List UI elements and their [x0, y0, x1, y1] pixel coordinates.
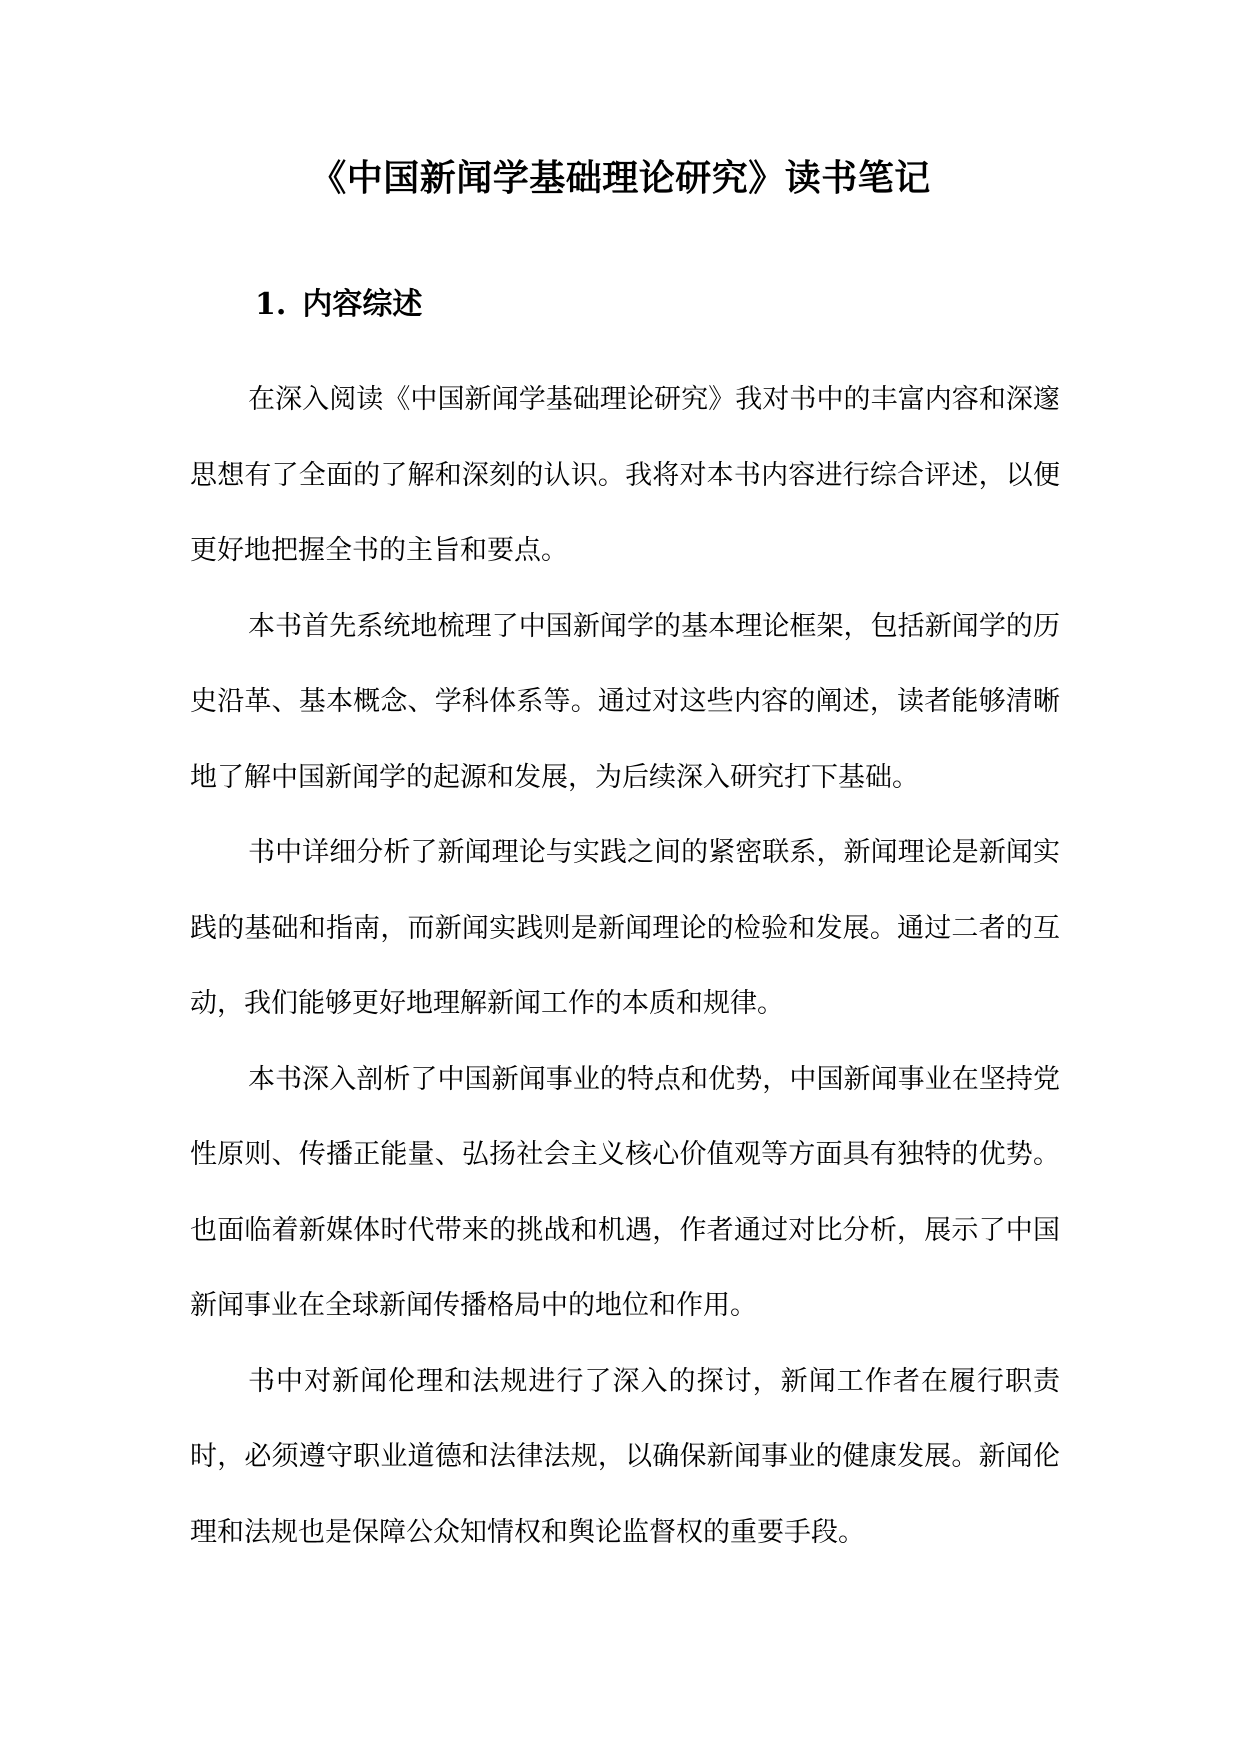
paragraph: 在深入阅读《中国新闻学基础理论研究》我对书中的丰富内容和深邃思想有了全面的了解和深刻的认识。我将对本书内容进行综合评述，以便更好地把握全书的主旨和要点。 — [190, 384, 1060, 566]
paragraph: 本书深入剖析了中国新闻事业的特点和优势，中国新闻事业在坚持党性原则、传播正能量、弘扬社会主义核心价值观等方面具有独特的优势。也面临着新媒体时代带来的挑战和机遇，作者通过对比分析，展示了中国新闻事业在全球新闻传播格局中的地位和作用。 — [190, 1063, 1060, 1321]
body-text — [190, 362, 1060, 1570]
section-heading — [255, 280, 422, 330]
paragraph: 本书首先系统地梳理了中国新闻学的基本理论框架，包括新闻学的历史沿革、基本概念、学科体系等。通过对这些内容的阐述，读者能够清晰地了解中国新闻学的起源和发展，为后续深入研究打下基础。 — [190, 610, 1060, 793]
paragraph: 书中详细分析了新闻理论与实践之间的紧密联系，新闻理论是新闻实践的基础和指南，而新闻实践则是新闻理论的检验和发展。通过二者的互动，我们能够更好地理解新闻工作的本质和规律。 — [190, 837, 1060, 1019]
paragraph: 书中对新闻伦理和法规进行了深入的探讨，新闻工作者在履行职责时，必须遵守职业道德和法律法规，以确保新闻事业的健康发展。新闻伦理和法规也是保障公众知情权和舆论监督权的重要手段。 — [190, 1365, 1060, 1548]
section-number: 1. — [255, 287, 287, 322]
document-title: 《中国新闻学基础理论研究》读书笔记 — [310, 157, 931, 199]
section-heading-text: 内容综述 — [302, 287, 423, 322]
